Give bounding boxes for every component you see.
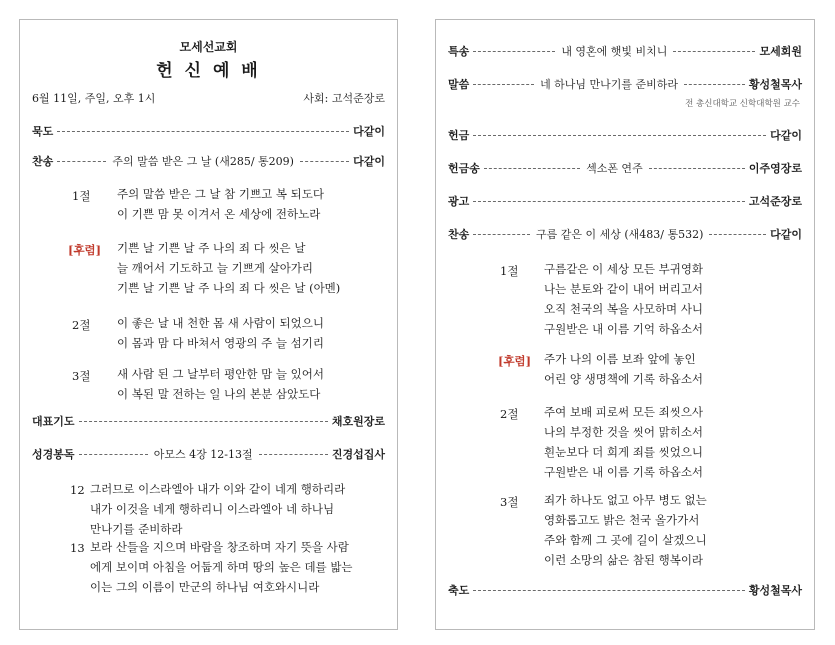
- order-row-offering-song: [448, 160, 802, 176]
- leader-dots: [300, 161, 349, 162]
- verse-number: 3절: [72, 369, 91, 383]
- verse-text: 구름같은 이 세상 모든 부귀영화 나는 분토와 같이 내어 버리고서 오직 천국의 복을 사모하며 사니 구원받은 내 이름 기억 하옵소서: [544, 262, 704, 336]
- bulletin-left-page: [19, 19, 398, 630]
- verse-number: 1절: [72, 189, 91, 203]
- order-leader: 이주영장로: [748, 162, 803, 175]
- order-row-announcements: [448, 193, 802, 209]
- leader-dots: [709, 234, 766, 235]
- leader-dots: [473, 590, 745, 591]
- verse-text: 기쁜 날 기쁜 날 주 나의 죄 다 씻은 날 늘 깨어서 기도하고 늘 기쁘게 살아가리 기쁜 날 기쁜 날 주 나의 죄 다 씻은 날 (아멘): [117, 241, 341, 295]
- order-leader: 다같이: [770, 228, 802, 241]
- leader-dots: [473, 51, 555, 52]
- leader-dots: [57, 131, 349, 132]
- leader-dots: [473, 201, 745, 202]
- order-leader: 모세회원: [759, 45, 802, 58]
- verse-number: 2절: [72, 318, 91, 332]
- order-leader: 진경섭집사: [331, 448, 385, 461]
- order-leader: 황성철목사: [748, 78, 803, 91]
- order-label: 대표기도: [32, 415, 75, 428]
- order-label: 말씀: [448, 78, 470, 91]
- order-row-hymn: [32, 153, 385, 169]
- order-row-scripture-reading: [32, 446, 385, 462]
- order-leader: 고석준장로: [748, 195, 802, 208]
- order-detail: 내 영혼에 햇빛 비치니: [561, 45, 668, 58]
- service-date: 6월 11일, 주일, 오후 1시: [32, 92, 156, 105]
- scripture-text: 그러므로 이스라엘아 내가 이와 같이 네게 행하리라 내가 이것을 네게 행하리니 이스라엘아 네 하나님 만나기를 준비하라: [90, 482, 346, 536]
- leader-dots: [684, 84, 745, 85]
- order-row-hymn: [448, 226, 802, 242]
- leader-dots: [473, 84, 534, 85]
- scripture-verse-number: 12: [70, 483, 85, 497]
- order-label: 헌금: [448, 129, 470, 142]
- verse-number: 2절: [500, 407, 519, 421]
- verse-text: 주여 보배 피로써 모든 죄씻으사 나의 부정한 것을 씻어 맑히소서 흰눈보다 더 희게 죄를 씻었으니 구원받은 내 이름 기록 하옵소서: [544, 405, 704, 479]
- leader-dots: [79, 421, 328, 422]
- order-detail: 네 하나님 만나기를 준비하라: [540, 78, 679, 91]
- service-host: 사회: 고석준장로: [303, 92, 385, 105]
- order-label: 찬송: [32, 155, 54, 168]
- order-row-benediction: [448, 582, 802, 598]
- verse-number: 1절: [500, 264, 519, 278]
- scripture-verse-number: 13: [70, 541, 85, 555]
- order-label: 특송: [448, 45, 470, 58]
- order-row-special-song: [448, 43, 802, 59]
- verse-text: 죄가 하나도 없고 아무 병도 없는 영화롭고도 밝은 천국 올가가서 주와 함께 그 곳에 길이 살겠으니 이런 소망의 삶은 참된 행복이라: [544, 493, 707, 567]
- verse-text: 새 사람 된 그 날부터 평안한 맘 늘 있어서 이 복된 말 전하는 일 나의 본분 삼았도다: [117, 367, 324, 401]
- order-detail: 아모스 4장 12-13절: [153, 448, 253, 461]
- leader-dots: [259, 454, 328, 455]
- order-leader: 다같이: [353, 155, 385, 168]
- verse-number: 3절: [500, 495, 519, 509]
- bulletin-right-page: [435, 19, 815, 630]
- leader-dots: [649, 168, 745, 169]
- service-title: 헌 신 예 배: [156, 61, 261, 81]
- verse-text: 주의 말씀 받은 그 날 참 기쁘고 복 되도다 이 기쁜 맘 못 이겨서 온 세상에 전하노라: [117, 187, 324, 221]
- leader-dots: [57, 161, 106, 162]
- order-label: 묵도: [32, 125, 54, 138]
- order-detail: 섹소폰 연주: [586, 162, 643, 175]
- order-leader: 다같이: [770, 129, 802, 142]
- order-row-silent-prayer: [32, 123, 385, 139]
- order-leader: 황성철목사: [748, 584, 802, 597]
- leader-dots: [79, 454, 148, 455]
- chorus-label: [후렴]: [498, 354, 532, 368]
- leader-dots: [473, 234, 530, 235]
- leader-dots: [473, 135, 766, 136]
- leader-dots: [673, 51, 755, 52]
- speaker-note: 전 총신대학교 신학대학원 교수: [685, 99, 800, 109]
- order-label: 찬송: [448, 228, 470, 241]
- order-leader: 다같이: [353, 125, 385, 138]
- verse-text: 이 좋은 날 내 천한 몸 새 사람이 되었으니 이 몸과 맘 다 바쳐서 영광의 주 늘 섬기리: [117, 316, 324, 350]
- church-name: 모세선교회: [179, 40, 238, 54]
- order-leader: 채호원장로: [331, 415, 385, 428]
- order-row-sermon: [448, 76, 802, 92]
- order-row-offering: [448, 127, 802, 143]
- scripture-text: 보라 산들을 지으며 바람을 창조하며 자기 뜻을 사람 에게 보이며 아침을 어둡게 하며 땅의 높은 데를 밟는 이는 그의 이름이 만군의 하나님 여호와시니라: [90, 540, 353, 594]
- chorus-label: [후렴]: [68, 243, 102, 257]
- order-row-representative-prayer: [32, 413, 385, 429]
- verse-text: 주가 나의 이름 보좌 앞에 놓인 어린 양 생명책에 기록 하옵소서: [544, 352, 704, 386]
- order-detail: 구름 같은 이 세상 (새483/ 통532): [535, 228, 704, 241]
- order-detail: 주의 말씀 받은 그 날 (새285/ 통209): [112, 155, 294, 168]
- order-label: 광고: [448, 195, 470, 208]
- order-label: 성경봉독: [32, 448, 75, 461]
- order-label: 축도: [448, 584, 470, 597]
- order-label: 헌금송: [448, 162, 480, 175]
- leader-dots: [484, 168, 580, 169]
